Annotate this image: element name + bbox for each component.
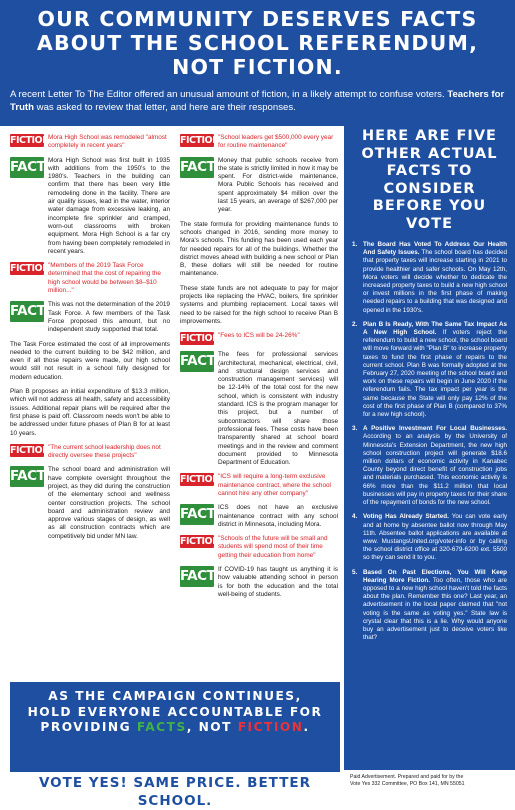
fiction-item — [180, 535, 338, 560]
fact-text: If COVID-19 has taught us anything it is how valuable attending school in person is for both the education and the total well-being of students. — [218, 566, 338, 598]
slogan: VOTE YES! SAME PRICE. BETTER SCHOOL. — [38, 775, 312, 809]
sidebar-item-number: 2. — [352, 320, 358, 328]
accountability-banner — [10, 682, 340, 772]
fiction-badge: FICTION — [10, 263, 50, 275]
fact-text: Mora High School was first built in 1935 with additions from the 1950's to the 1980's. Teachers in the building can confirm that there has been very little remodeling done in the facility. There are air quality issues, lead in the water, interior water damage from excessive leaking, an incomplete fire sprinkler and cramped, worn-out classrooms with broken equipment. Mora High School is a far cry from having been completely remodeled in recent years. — [48, 156, 170, 255]
fact-badge: FACT — [10, 301, 44, 322]
sidebar-item-number: 1. — [352, 241, 358, 248]
fact-item — [180, 504, 338, 529]
sidebar-fact-item — [352, 513, 507, 562]
fiction-claim: Mora High School was remodeled "almost completely in recent years" — [48, 134, 167, 150]
fiction-claim: "Schools of the future will be small and students will spend most of their time getting their education from home" — [218, 535, 328, 559]
facts-sidebar — [344, 122, 515, 770]
fiction-item — [180, 473, 338, 498]
sidebar-item-heading: The Board Has Voted To Address Our Health And Safety Issues. — [363, 241, 507, 257]
fact-badge: FACT — [180, 566, 214, 587]
sidebar-item-number: 4. — [352, 513, 358, 521]
sidebar-fact-item — [352, 321, 507, 419]
fact-badge: FACT — [180, 351, 214, 372]
fact-text: The fees for professional services (architectural, mechanical, electrical, civil, and structural design services and construction management services) will be 12-14% of the total cost for the new school, which is consistent with industry standard. ICS is the program manager for this project, but a number of subcontractors will share those professional fees. These costs have been transparently shared at school board meetings and in the review and comment document provided to Minnesota Department of Education. — [218, 351, 338, 467]
sidebar-item-heading: Voting Has Already Started. — [363, 513, 449, 521]
sidebar-item-text: If voters reject the referendum to build a new school, the school board will move forward with "Plan B" to increase property taxes to fund the first phase of repairs to the current school. Plan B was formally adopted at the February 27, 2020 meeting of the school board and work on these repairs will begin in June 2020 if the referendum fails. The tax impact per year is the same because the State will only pay 12% of the cost of the first phase of Plan B (compared to 37% for a new high school). — [363, 329, 508, 419]
sidebar-item-text: According to an analysis by the University of Minnesota's Extension Department, the new high school construction project will generate $18.6 million dollars of economic activity in Kanabec County beyond direct benefit of construction jobs and materials purchased. This economic activity is 66% more than the $11.2 million that local businesses will pay in property taxes for their share of the repayment of bonds for the new school. — [363, 433, 507, 507]
fiction-badge: FICTION — [180, 474, 220, 486]
fiction-item — [10, 444, 170, 461]
paid-disclaimer: Paid Advertisement. Prepared and paid for by the Vote Yes 332 Committee, PO Box 141, MN 55051 — [350, 774, 465, 787]
fact-badge: FACT — [10, 466, 44, 487]
fiction-item — [180, 134, 338, 151]
fiction-badge: FICTION — [180, 536, 220, 548]
fiction-word: FICTION — [237, 720, 304, 734]
sidebar-item-number: 3. — [352, 425, 358, 433]
fact-text: This was not the determination of the 2019 Task Force. A few members of the Task Force proposed this amount, but no independent study supported that total. — [48, 301, 170, 334]
fact-item — [180, 566, 338, 599]
sidebar-item-text: The school board has decided that property taxes will increase starting in 2021 to provide healthier and safer schools. On May 12th, Mora voters will decide whether to dedicate the increased property taxes to build a new high school or invest millions in the first phase of making needed repairs to a building that was designed and opened in the 1930's. — [363, 249, 507, 314]
sidebar-item-heading: Plan B Is Ready, With The Same Tax Impact As A New High School. — [363, 320, 507, 337]
fact-text: Money that public schools receive from the state is strictly limited in how it may be spent. For district-wide maintenance, Mora Public Schools has received and spent approximately $4 million over the last 15 years, an average of $267,000 per year. — [218, 156, 338, 214]
body-paragraph: Plan B proposes an initial expenditure of $13.3 million, which will not address all health, safety and accessibility issues. Additional repair plans will be required after the first phase is paid off. Classroom needs won't be able to be addressed under future phases of Plan B for at least 10 years. — [10, 388, 170, 437]
headline: OUR COMMUNITY DESERVES FACTS ABOUT THE SCHOOL REFERENDUM, NOT FICTION. — [36, 7, 479, 79]
fiction-claim: "The current school leadership does not directly oversee these projects" — [48, 443, 161, 460]
sidebar-item-number: 5. — [352, 568, 358, 576]
fiction-claim: "School leaders get $500,000 every year for routine maintenance" — [218, 134, 334, 150]
sidebar-item-text: Too often, those who are opposed to a new high school haven't told the facts about the plan. Remember this one? Last year, an advertisement in the local paper claimed that "not voting is the same as voting yes." State law is crystal clear that this is a lie. Why would anyone buy an advertisement just to deceive voters like that? — [363, 576, 507, 642]
fiction-item — [10, 134, 170, 151]
sidebar-item-text: You can vote early and at home by absentee ballot now through May 11th. Absentee ballot applications are available at www. MustangsUnited.org/voter-info or by calling the school district office at 320-679-6200 ext. 5500 so they can send it to you. — [363, 513, 508, 562]
sidebar-fact-item — [352, 241, 507, 315]
fiction-badge: FICTION — [10, 135, 50, 146]
fiction-badge: FICTION — [10, 444, 50, 456]
banner-line: AS THE CAMPAIGN CONTINUES, — [48, 689, 302, 703]
fact-item — [180, 157, 338, 215]
body-paragraph: The Task Force estimated the cost of all improvements needed to the current building to be $42 million, and even if all those repairs were made, our high school would still not result in a school fully designed for modern education. — [10, 340, 170, 381]
banner-line: PROVIDING FACTS, NOT FICTION. — [40, 720, 310, 734]
banner-line: HOLD EVERYONE ACCOUNTABLE FOR — [27, 704, 323, 719]
body-paragraph: These state funds are not adequate to pay for major projects like replacing the HVAC, boilers, fire sprinkler systems and plumbing replacement. Local taxes will need to be raised for the high school to receive Plan B improvements. — [180, 284, 338, 325]
fiction-claim: "Members of the 2019 Task Force determined that the cost of repairing the high school would be between $8–$10 million..." — [48, 262, 161, 295]
intro-org-name: Teachers for Truth — [10, 89, 505, 113]
sidebar-item-heading: Based On Past Elections, You Will Keep Hearing More Fiction. — [363, 568, 507, 584]
fact-badge: FACT — [180, 157, 214, 178]
sidebar-item-heading: A Positive Investment For Local Businesses. — [363, 425, 507, 433]
fact-badge: FACT — [180, 504, 214, 525]
fiction-item — [10, 262, 170, 295]
column-middle — [180, 134, 338, 605]
fact-item — [10, 157, 170, 257]
fiction-badge: FICTION — [180, 135, 220, 146]
header — [0, 0, 515, 126]
column-left — [10, 134, 170, 547]
sidebar-fact-item — [352, 569, 507, 643]
fact-item — [10, 466, 170, 541]
fact-item — [180, 351, 338, 467]
fiction-badge: FICTION — [180, 333, 220, 345]
fact-item — [10, 301, 170, 334]
sidebar-fact-item — [352, 425, 507, 507]
fiction-claim: "ICS will require a long-term exclusive maintenance contract, where the school cannot hire any other company" — [218, 473, 331, 497]
fiction-item — [180, 332, 338, 345]
intro-text: A recent Letter To The Editor offered an unusual amount of fiction, in a likely attempt to confuse voters. Teachers for Truth was asked to review that letter, and here are their responses. — [10, 89, 505, 113]
facts-word: FACTS — [136, 720, 187, 734]
fiction-claim: "Fees to ICS will be 24-26%" — [218, 332, 300, 340]
fact-text: The school board and administration will have complete oversight throughout the project, as they did during the construction of the elementary school and wellness center construction projects. The school board and administration review and approve various stages of design, as well as all construction contracts which are competitively bid under MN law. — [48, 466, 170, 540]
fact-badge: FACT — [10, 157, 44, 178]
body-paragraph: The state formula for providing maintenance funds to schools changed in 2016, sending more money to Mora's schools. This funding has been used each year for needed repairs for all of the buildings. Whether the district moves ahead with building a new school or Plan B, these dollars will still be needed for routine maintenance. — [180, 220, 338, 278]
sidebar-title: HERE ARE FIVE OTHER ACTUAL FACTS TO CONSIDER BEFORE YOU VOTE — [361, 128, 498, 232]
fact-text: ICS does not have an exclusive maintenance contract with any school district in Minnesota, including Mora. — [218, 504, 338, 528]
